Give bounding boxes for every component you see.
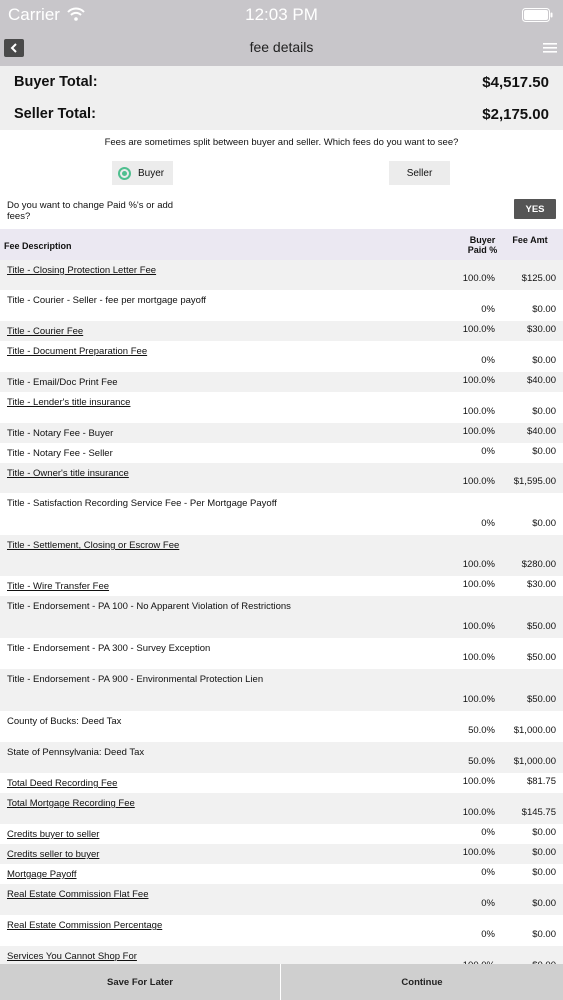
- yes-button[interactable]: YES: [514, 199, 556, 219]
- fee-row[interactable]: [0, 392, 563, 423]
- fee-amount: $50.00: [526, 652, 556, 663]
- fee-row: [0, 493, 563, 535]
- fee-row: [0, 290, 563, 321]
- fee-row: [0, 669, 563, 711]
- fee-amount: $50.00: [526, 621, 556, 632]
- fee-row: [0, 372, 563, 392]
- fee-amount: $0.00: [532, 446, 556, 457]
- fee-row[interactable]: [0, 915, 563, 946]
- fee-row: [0, 638, 563, 669]
- fee-table-header: [0, 229, 563, 260]
- fee-description: Title - Endorsement - PA 900 - Environmental Protection Lien: [7, 674, 264, 685]
- fee-row[interactable]: [0, 576, 563, 596]
- fee-description[interactable]: Real Estate Commission Percentage: [7, 920, 163, 931]
- fee-amount: $0.00: [532, 867, 556, 878]
- page-title: fee details: [249, 39, 314, 55]
- seller-total-amount: $2,175.00: [482, 105, 549, 123]
- fee-paid-percent: 100.0%: [462, 273, 495, 284]
- fee-row[interactable]: [0, 341, 563, 372]
- fee-row: [0, 742, 563, 773]
- fee-row[interactable]: [0, 773, 563, 793]
- fee-description[interactable]: Title - Wire Transfer Fee: [7, 581, 110, 592]
- fee-paid-percent: 100.0%: [462, 807, 495, 818]
- seller-total-row: [14, 98, 549, 130]
- battery-icon: [522, 8, 553, 22]
- fee-description[interactable]: Credits seller to buyer: [7, 849, 100, 860]
- continue-button[interactable]: Continue: [401, 976, 443, 988]
- fee-description[interactable]: Title - Lender's title insurance: [7, 397, 131, 408]
- fee-paid-percent: 100.0%: [462, 476, 495, 487]
- fee-paid-percent: 100.0%: [462, 776, 495, 787]
- radio-selected-icon: [118, 167, 131, 180]
- fee-paid-percent: 0%: [481, 446, 495, 457]
- fee-amount: $30.00: [526, 324, 556, 335]
- fee-amount: $125.00: [521, 273, 556, 284]
- header-fee-amount: Fee Amt: [512, 235, 548, 245]
- fee-description: Title - Notary Fee - Buyer: [7, 428, 114, 439]
- fee-amount: $0.00: [532, 355, 556, 366]
- fee-amount: $0.00: [532, 518, 556, 529]
- change-fees-question: Do you want to change Paid %'s or add fees?: [7, 200, 174, 222]
- buyer-toggle-label: Buyer: [138, 167, 165, 179]
- split-question: Fees are sometimes split between buyer and seller. Which fees do you want to see?: [104, 137, 459, 148]
- fee-paid-percent: 50.0%: [468, 756, 495, 767]
- navigation-bar: [0, 30, 563, 66]
- fee-paid-percent: 100.0%: [462, 847, 495, 858]
- fee-paid-percent: 100.0%: [462, 426, 495, 437]
- fee-amount: $280.00: [521, 559, 556, 570]
- fee-description: Title - Email/Doc Print Fee: [7, 377, 118, 388]
- fee-paid-percent: 0%: [481, 827, 495, 838]
- save-for-later-button[interactable]: Save For Later: [0, 964, 281, 1000]
- fee-description[interactable]: Mortgage Payoff: [7, 869, 77, 880]
- hamburger-menu-icon[interactable]: [543, 42, 557, 54]
- carrier-label: Carrier: [8, 5, 60, 24]
- fee-description[interactable]: Total Mortgage Recording Fee: [7, 798, 135, 809]
- fee-paid-percent: 0%: [481, 898, 495, 909]
- fee-amount: $40.00: [526, 375, 556, 386]
- fee-description: Title - Endorsement - PA 300 - Survey Exception: [7, 643, 211, 654]
- fee-row[interactable]: [0, 844, 563, 864]
- fee-amount: $1,000.00: [513, 756, 556, 767]
- fee-description[interactable]: Title - Settlement, Closing or Escrow Fee: [7, 540, 180, 551]
- fee-row[interactable]: [0, 535, 563, 576]
- bottom-action-bar: [0, 964, 563, 1000]
- fee-paid-percent: 50.0%: [468, 725, 495, 736]
- header-buyer-paid: Buyer Paid %: [467, 235, 498, 255]
- fee-row[interactable]: [0, 824, 563, 844]
- fee-description: Title - Satisfaction Recording Service Fee - Per Mortgage Payoff: [7, 498, 277, 509]
- seller-toggle-button[interactable]: [389, 161, 450, 185]
- fee-row[interactable]: [0, 864, 563, 884]
- fee-paid-percent: 100.0%: [462, 579, 495, 590]
- fee-description: Title - Courier - Seller - fee per mortgage payoff: [7, 295, 207, 306]
- fee-row[interactable]: [0, 884, 563, 915]
- fee-paid-percent: 100.0%: [462, 324, 495, 335]
- fee-row[interactable]: [0, 463, 563, 493]
- status-time: 12:03 PM: [245, 5, 318, 24]
- status-bar: [0, 0, 563, 30]
- fee-amount: $0.00: [532, 898, 556, 909]
- fee-amount: $50.00: [526, 694, 556, 705]
- fee-row[interactable]: [0, 321, 563, 341]
- header-fee-description: Fee Description: [4, 241, 72, 251]
- fee-amount: $30.00: [526, 579, 556, 590]
- fee-row[interactable]: [0, 260, 563, 290]
- fee-paid-percent: 100.0%: [462, 652, 495, 663]
- fee-description[interactable]: Services You Cannot Shop For: [7, 951, 137, 962]
- fee-table-body: [0, 260, 563, 977]
- buyer-total-label: Buyer Total:: [14, 74, 98, 90]
- fee-description: Title - Endorsement - PA 100 - No Apparent Violation of Restrictions: [7, 601, 291, 612]
- fee-amount: $1,595.00: [513, 476, 556, 487]
- fee-paid-percent: 100.0%: [462, 621, 495, 632]
- fee-amount: $1,000.00: [513, 725, 556, 736]
- fee-amount: $0.00: [532, 406, 556, 417]
- fee-paid-percent: 100.0%: [462, 694, 495, 705]
- fee-description[interactable]: Real Estate Commission Flat Fee: [7, 889, 149, 900]
- fee-description[interactable]: Total Deed Recording Fee: [7, 778, 118, 789]
- fee-paid-percent: 0%: [481, 304, 495, 315]
- fee-paid-percent: 0%: [481, 355, 495, 366]
- fee-description: State of Pennsylvania: Deed Tax: [7, 747, 145, 758]
- totals-panel: [0, 66, 563, 130]
- buyer-total-amount: $4,517.50: [482, 73, 549, 91]
- fee-paid-percent: 0%: [481, 518, 495, 529]
- fee-row: [0, 423, 563, 443]
- top-bar: [0, 0, 563, 66]
- fee-amount: $40.00: [526, 426, 556, 437]
- buyer-toggle-button[interactable]: [112, 161, 173, 185]
- fee-amount: $145.75: [521, 807, 556, 818]
- fee-amount: $0.00: [532, 847, 556, 858]
- fee-amount: $0.00: [532, 827, 556, 838]
- fee-paid-percent: 100.0%: [462, 406, 495, 417]
- fee-paid-percent: 0%: [481, 929, 495, 940]
- fee-amount: $81.75: [526, 776, 556, 787]
- fee-paid-percent: 0%: [481, 867, 495, 878]
- fee-description[interactable]: Credits buyer to seller: [7, 829, 100, 840]
- fee-paid-percent: 100.0%: [462, 375, 495, 386]
- fee-description[interactable]: Title - Closing Protection Letter Fee: [7, 265, 157, 276]
- seller-toggle-label: Seller: [406, 167, 433, 179]
- fee-description[interactable]: Title - Courier Fee: [7, 326, 84, 337]
- fee-row[interactable]: [0, 793, 563, 824]
- fee-description: Title - Notary Fee - Seller: [7, 448, 113, 459]
- fee-description: County of Bucks: Deed Tax: [7, 716, 122, 727]
- fee-paid-percent: 100.0%: [462, 559, 495, 570]
- buyer-total-row: [14, 66, 549, 98]
- fee-description[interactable]: Title - Owner's title insurance: [7, 468, 129, 479]
- fee-row: [0, 711, 563, 742]
- seller-total-label: Seller Total:: [14, 106, 96, 122]
- fee-amount: $0.00: [532, 929, 556, 940]
- fee-amount: $0.00: [532, 304, 556, 315]
- fee-description[interactable]: Title - Document Preparation Fee: [7, 346, 148, 357]
- fee-row: [0, 596, 563, 638]
- fee-row: [0, 443, 563, 463]
